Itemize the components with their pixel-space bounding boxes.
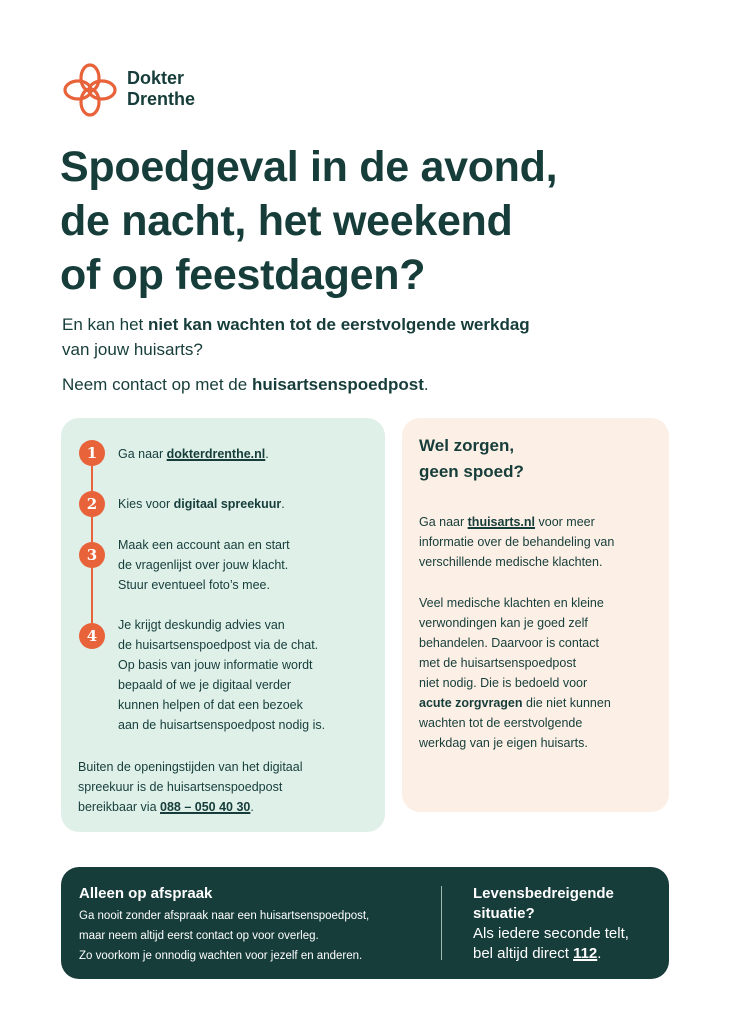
- acute-care-bold: acute zorgvragen: [419, 696, 523, 710]
- appointment-line-3: Zo voorkom je onnodig wachten voor jezelf en anderen.: [79, 950, 363, 962]
- intro-text: [62, 312, 682, 397]
- step-1-text: [118, 444, 378, 464]
- no-urgency-title: [419, 433, 649, 485]
- emergency-line-1: Als iedere seconde telt,: [473, 925, 629, 942]
- step-4-line-3: Op basis van jouw informatie wordt: [118, 658, 313, 672]
- step-4-line-6: aan de huisartsenspoedpost nodig is.: [118, 718, 326, 732]
- appointment-line-2: maar neem altijd eerst contact op voor overleg.: [79, 930, 319, 942]
- step-3-badge: 3: [79, 542, 105, 568]
- thuisarts-link[interactable]: thuisarts.nl: [467, 515, 536, 529]
- appointment-text: [79, 906, 429, 966]
- intro-p1-suffix: van jouw huisarts?: [62, 340, 203, 359]
- page-title: [60, 140, 680, 302]
- no-urgency-title-line-2: geen spoed?: [419, 462, 524, 481]
- appointment-line-1: Ga nooit zonder afspraak naar een huisartsenspoedpost,: [79, 910, 370, 922]
- step-4-badge: 4: [79, 623, 105, 649]
- step-2-badge: 2: [79, 491, 105, 517]
- brand-line-2: Drenthe: [127, 89, 196, 109]
- step-4-line-4: bepaald of we je digitaal verder: [118, 678, 292, 692]
- step-2-suffix: .: [281, 497, 285, 511]
- step-3-text: [118, 535, 378, 595]
- step-1-badge: 1: [79, 440, 105, 466]
- intro-p2-prefix: Neem contact op met de: [62, 375, 252, 394]
- no-urgency-p1-line-2: informatie over de behandeling van: [419, 535, 615, 549]
- step-4-line-2: de huisartsenspoedpost via de chat.: [118, 638, 319, 652]
- opening-line-3-suffix: .: [250, 800, 254, 814]
- intro-p2-bold: huisartsenspoedpost: [251, 375, 424, 394]
- no-urgency-p2-line-1: Veel medische klachten en kleine: [419, 596, 604, 610]
- intro-paragraph-1: [62, 312, 682, 362]
- no-urgency-paragraph-2: [419, 593, 649, 753]
- no-urgency-p2-line-3: behandelen. Daarvoor is contact: [419, 636, 599, 650]
- no-urgency-paragraph-1: [419, 512, 649, 572]
- step-4-line-1: Je krijgt deskundig advies van: [118, 618, 285, 632]
- opening-line-2: spreekuur is de huisartsenspoedpost: [78, 780, 283, 794]
- step-2-bold: digitaal spreekuur: [173, 497, 282, 511]
- opening-line-1: Buiten de openingstijden van het digitaal: [78, 760, 303, 774]
- emergency-text: [473, 884, 658, 964]
- step-1-prefix: Ga naar: [118, 447, 167, 461]
- no-urgency-p2-line-7: wachten tot de eerstvolgende: [419, 716, 583, 730]
- intro-paragraph-2: [62, 372, 682, 397]
- dokter-drenthe-logo-icon: [62, 62, 118, 118]
- no-urgency-p2-line-6-suffix: die niet kunnen: [522, 696, 611, 710]
- banner-divider: [441, 886, 442, 960]
- emergency-title-line-2: situatie?: [473, 905, 535, 922]
- dokterdrenthe-link[interactable]: dokterdrenthe.nl: [166, 447, 266, 461]
- opening-line-3-prefix: bereikbaar via: [78, 800, 160, 814]
- opening-hours-text: [78, 757, 378, 817]
- emergency-line-2-prefix: bel altijd direct: [473, 945, 574, 962]
- no-urgency-title-line-1: Wel zorgen,: [419, 436, 515, 455]
- intro-p1-prefix: En kan het: [62, 315, 149, 334]
- thuisarts-prefix: Ga naar: [419, 515, 468, 529]
- appointment-title: Alleen op afspraak: [79, 885, 213, 902]
- headline-line-2: de nacht, het weekend: [60, 197, 513, 245]
- intro-p1-bold: niet kan wachten tot de eerstvolgende werkdag: [148, 315, 530, 334]
- no-urgency-p2-line-8: werkdag van je eigen huisarts.: [419, 736, 588, 750]
- step-1-suffix: .: [265, 447, 269, 461]
- thuisarts-suffix: voor meer: [535, 515, 595, 529]
- brand-name: [127, 68, 195, 110]
- step-3-line-2: de vragenlijst over jouw klacht.: [118, 558, 289, 572]
- intro-p2-suffix: .: [423, 375, 429, 394]
- headline-line-3: of op feestdagen?: [60, 251, 426, 299]
- brand-line-1: Dokter: [127, 68, 185, 88]
- emergency-number-link[interactable]: 112: [573, 945, 598, 962]
- step-2-prefix: Kies voor: [118, 497, 174, 511]
- step-4-text: [118, 615, 378, 735]
- no-urgency-p1-line-3: verschillende medische klachten.: [419, 555, 603, 569]
- no-urgency-p2-line-4: met de huisartsenspoedpost: [419, 656, 577, 670]
- no-urgency-p2-line-2: verwondingen kan je goed zelf: [419, 616, 588, 630]
- emergency-line-2-suffix: .: [597, 945, 602, 962]
- headline-line-1: Spoedgeval in de avond,: [60, 143, 558, 191]
- no-urgency-p2-line-5: niet nodig. Die is bedoeld voor: [419, 676, 588, 690]
- step-2-text: [118, 494, 378, 514]
- emergency-title-line-1: Levensbedreigende: [473, 885, 614, 902]
- step-3-line-3: Stuur eventueel foto’s mee.: [118, 578, 270, 592]
- step-4-line-5: kunnen helpen of dat een bezoek: [118, 698, 303, 712]
- phone-number-link[interactable]: 088 – 050 40 30: [160, 800, 251, 814]
- step-3-line-1: Maak een account aan en start: [118, 538, 290, 552]
